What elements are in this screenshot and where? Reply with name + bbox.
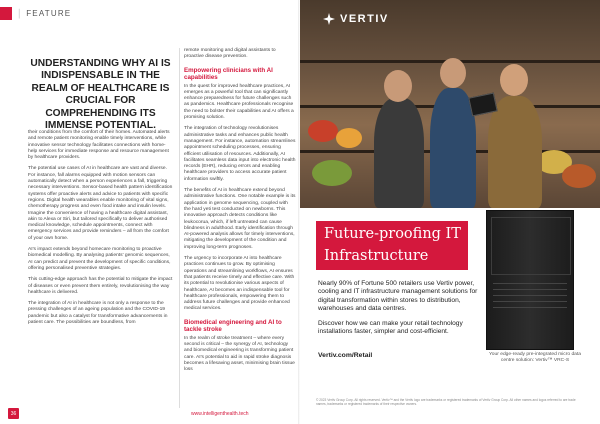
- page-number: 36: [8, 408, 19, 419]
- section-tag-bar: [0, 7, 12, 20]
- rack-vent: [493, 295, 567, 296]
- rack-vent: [493, 289, 567, 290]
- ad-link[interactable]: Vertiv.com/Retail: [318, 352, 373, 359]
- body-paragraph: remote monitoring and digital assistants to proactive disease prevention.: [184, 48, 276, 60]
- product-caption: Your edge-ready pre-integrated micro data centre solution: Vertiv™ VRC-S: [489, 352, 581, 364]
- page-footer: [8, 408, 249, 419]
- person: [488, 96, 542, 208]
- column-divider: [179, 48, 180, 408]
- body-paragraph: The potential use cases of AI in healthcare are vast and diverse. For instance, fall alarms equipped with motion sensors can automatically detect when a person experiences a fall, triggering necessary interventions. Sensor-based health pattern identification systems offer proactive alerts and advice to patients with specific regions. Digital health wearables enable monitoring of vital signs, chemotherapy progress and even food intake and insulin levels. Imagine the convenience of having a healthcare digital assistant, akin to Alexa or Siri, but tailored specifically to deliver authorised medical knowledge, schedule appointments, connect with emergency services and provide reminders – all from the comfort of your own home.: [28, 166, 173, 241]
- micro-data-centre-rack: [486, 210, 574, 350]
- body-paragraph: The integration of AI in healthcare is not only a response to the pressing challenges of an ageing population and the COVID-19 pandemic but also a catalyst for transformative advancements in patient care. The possibilities are boundless, from: [28, 301, 168, 326]
- article-column-right: [184, 48, 296, 378]
- legal-notice: © 2023 Vertiv Group Corp. All rights reserved. Vertiv™ and the Vertiv logo are trademarks or registered trademarks of Vertiv Group Corp. All other names and logos referred to are trade names, trademarks or registered trademarks of their respective owners.: [316, 398, 576, 407]
- vertiv-logo-icon: [322, 12, 336, 26]
- section-tag-label: │ FEATURE: [17, 9, 71, 18]
- rack-vent: [493, 307, 567, 308]
- body-paragraph: In the realm of stroke treatment – where every second is critical – the synergy of AI, technology and biomedical engineering is transforming patient care. AI's potential to aid in rapid stroke diagnosis becomes a lifesaving asset, minimising brain tissue loss: [184, 335, 295, 373]
- person: [374, 98, 424, 208]
- article-column-left: [28, 130, 173, 331]
- section-tag: [0, 7, 71, 20]
- brand-name: VERTIV: [340, 13, 389, 25]
- body-paragraph: The integration of technology revolutionises administrative tasks and enhances public health management. For instance, automation streamlines appointment scheduling processes, ensuring efficient utilisation of resources. Additionally, AI facilitates seamless data input into electronic health records (EHR), reducing errors and enabling healthcare providers to access accurate patient information swiftly.: [184, 126, 296, 182]
- footer-link[interactable]: www.intelligenthealth.tech: [191, 410, 249, 417]
- body-paragraph: This cutting-edge approach has the potential to mitigate the impact of diseases or even prevent them entirely, revolutionising the way healthcare is delivered.: [28, 277, 173, 295]
- pull-quote: UNDERSTANDING WHY AI IS INDISPENSABLE IN THE REALM OF HEALTHCARE IS CRUCIAL FOR COMPREHENDING ITS IMMENSE POTENTIAL.: [30, 58, 171, 132]
- store-photo: [300, 0, 600, 208]
- produce: [312, 160, 352, 186]
- ad-paragraph: Nearly 90% of Fortune 500 retailers use Vertiv power, cooling and IT infrastructure management solutions for digital transformation within stores to distribution, warehouses and data centres.: [318, 280, 478, 312]
- subheading: Biomedical engineering and AI to tackle stroke: [184, 318, 282, 333]
- rack-vent: [493, 301, 567, 302]
- body-paragraph: AI's impact extends beyond homecare monitoring to proactive biomedical modelling. By analysing patients' genomic sequences, AI can predict and prevent the development of specific conditions, offering personalised preventive strategies.: [28, 247, 171, 271]
- ad-paragraph: Discover how we can make your retail technology installations faster, simpler and cost-efficient.: [318, 320, 463, 336]
- body-paragraph: their conditions from the comfort of their homes. Automated alerts and remote patient monitoring enable timely interventions, while innovative sensor technology facilitates connections with home-help services for immediate response and resource management by healthcare providers.: [28, 130, 170, 161]
- person-head: [384, 70, 412, 102]
- rack-vent: [493, 283, 567, 284]
- body-paragraph: The benefits of AI in healthcare extend beyond administrative functions. One notable example is its application in genome sequencing, coupled with the hard yeti test conducted on newborns. This innovative approach detects conditions like leukocorua, which, if left untreated can cause blindness in adulthood. Early identification through AI-powered analysis allows for timely interventions, mitigating the development of the condition and improving long-term prognoses.: [184, 188, 296, 250]
- body-paragraph: The urgency to incorporate AI into healthcare practices continues to grow. By optimising operations and streamlining workflows, AI ensures that patients receive timely and effective care. With its potential to revolutionise various aspects of healthcare, AI becomes an indispensable tool for healthcare professionals, empowering them to address future challenges and provide enhanced medical services.: [184, 256, 295, 312]
- subheading: Empowering clinicians with AI capabilities: [184, 66, 273, 81]
- rack-panel: [491, 217, 571, 275]
- produce: [336, 128, 362, 148]
- ad-headline: Future-proofing IT Infrastructure: [324, 226, 461, 264]
- produce: [308, 120, 338, 142]
- person-head: [500, 64, 528, 96]
- person-head: [440, 58, 466, 88]
- vertiv-logo: [322, 12, 389, 26]
- ad-body: [318, 280, 480, 344]
- body-paragraph: In the quest for improved healthcare practices, AI emerges as a powerful tool that can significantly enhance preparedness for future challenges such as pandemics. Healthcare professionals recognise the need to bolster their capabilities and AI offers a promising solution.: [184, 83, 294, 121]
- produce: [562, 164, 596, 188]
